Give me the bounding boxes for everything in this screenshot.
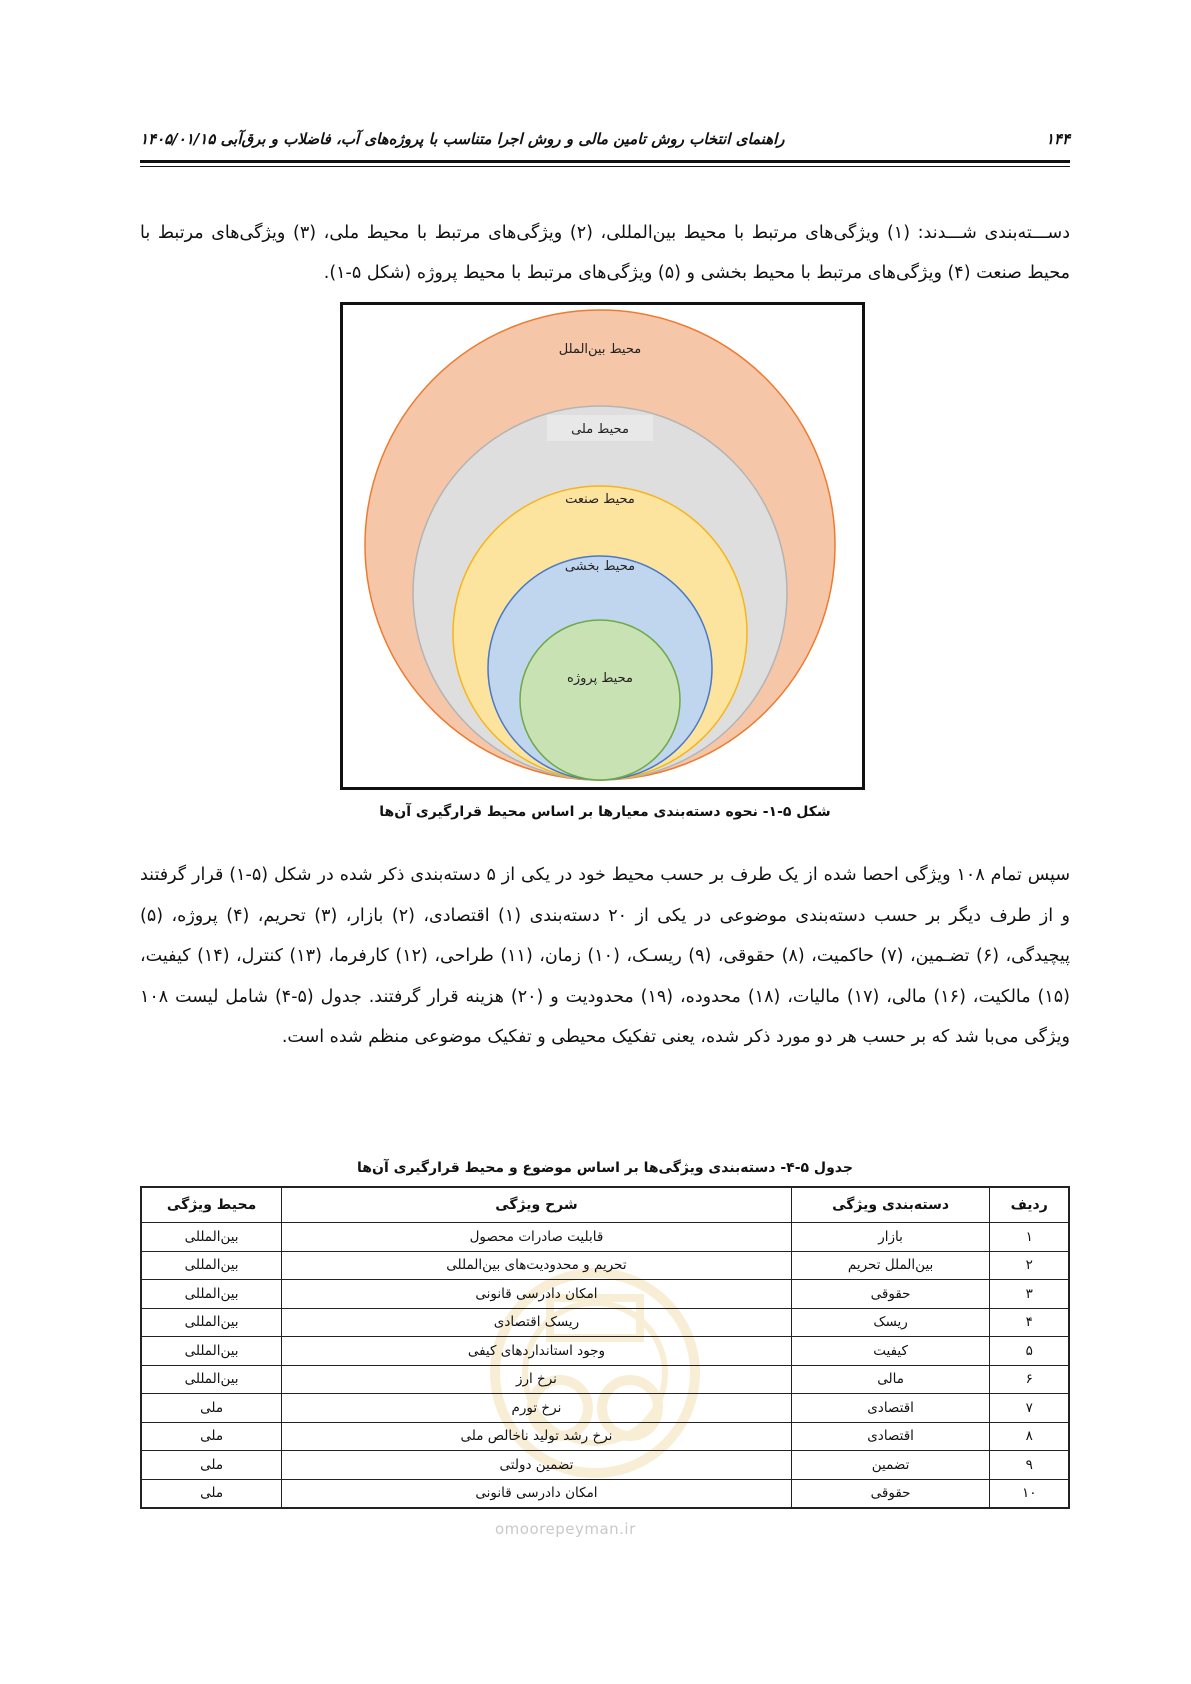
cell-environment: ملی (141, 1451, 282, 1480)
cell-radif: ۹ (990, 1451, 1069, 1480)
cell-environment: بین‌المللی (141, 1365, 282, 1394)
cell-category: حقوقی (791, 1280, 990, 1309)
table-row (141, 1422, 1069, 1451)
cell-environment: بین‌المللی (141, 1280, 282, 1309)
cell-environment: ملی (141, 1394, 282, 1423)
table-row (141, 1479, 1069, 1508)
table-row (141, 1251, 1069, 1280)
paragraph-intro: دســـته‌بندی شـــدند: (۱) ویژگی‌های مرتبط با محیط بین‌المللی، (۲) ویژگی‌های مرتبط با محیط ملی، (۳) ویژگی‌های مرتبط با محیط صنعت (۴) ویژگی‌های مرتبط با محیط بخشی و (۵) ویژگی‌های مرتبط با محیط پروژه (شکل ۵-۱). (140, 223, 1070, 283)
cell-description: ریسک اقتصادی (282, 1308, 792, 1337)
cell-description: تحریم و محدودیت‌های بین‌المللی (282, 1251, 792, 1280)
table-row (141, 1365, 1069, 1394)
cell-radif: ۴ (990, 1308, 1069, 1337)
paragraph-classification: سپس تمام ۱۰۸ ویژگی احصا شده از یک طرف بر حسب محیط خود در یکی از ۵ دسته‌بندی ذکر شده در شکل (۵-۱) قرار گرفتند و از طرف دیگر بر حسب دسته‌بندی موضوعی در یکی از ۲۰ دسته‌بندی (۱) اقتصادی، (۲) بازار، (۳) تحریم، (۴) پروژه، (۵) پیچیدگی، (۶) تضـمین، (۷) حاکمیت، (۸) حقوقی، (۹) ریسـک، (۱۰) زمان، (۱۱) طراحی، (۱۲) کارفرما، (۱۳) کنترل، (۱۴) کیفیت، (۱۵) مالکیت، (۱۶) مالی، (۱۷) مالیات، (۱۸) محدوده، (۱۹) محدودیت و (۲۰) هزینه قرار گرفتند. جدول (۵-۴) شامل لیست ۱۰۸ ویژگی می‌با شد که بر حسب هر دو مورد ذکر شده، یعنی تفکیک محیطی و تفکیک موضوعی منظم شده است. (140, 865, 1071, 1047)
cell-radif: ۸ (990, 1422, 1069, 1451)
label-project: محیط پروژه (567, 671, 633, 686)
page-header (140, 124, 1070, 154)
circle-project (520, 620, 680, 780)
header-rule-thin (140, 166, 1070, 167)
cell-radif: ۷ (990, 1394, 1069, 1423)
cell-description: وجود استانداردهای کیفی (282, 1337, 792, 1366)
cell-description: امکان دادرسی قانونی (282, 1280, 792, 1309)
cell-environment: بین‌المللی (141, 1337, 282, 1366)
table-row (141, 1451, 1069, 1480)
cell-radif: ۳ (990, 1280, 1069, 1309)
cell-radif: ۱ (990, 1223, 1069, 1252)
nested-circles-svg (343, 305, 862, 787)
cell-environment: بین‌المللی (141, 1223, 282, 1252)
table-row (141, 1394, 1069, 1423)
cell-category: کیفیت (791, 1337, 990, 1366)
cell-category: حقوقی (791, 1479, 990, 1508)
cell-description: قابلیت صادرات محصول (282, 1223, 792, 1252)
cell-category: بازار (791, 1223, 990, 1252)
cell-radif: ۱۰ (990, 1479, 1069, 1508)
features-table (140, 1186, 1070, 1509)
table-row (141, 1280, 1069, 1309)
running-title: راهنمای انتخاب روش تامین مالی و روش اجرا متناسب با پروژه‌های آب، فاضلاب و برق‌آبی ۱۴۰۵/۰۱/۱۵ (140, 130, 785, 148)
cell-radif: ۲ (990, 1251, 1069, 1280)
table-header-row (141, 1187, 1069, 1223)
header-radif: ردیف (990, 1187, 1069, 1223)
cell-category: تضمین (791, 1451, 990, 1480)
table-caption: جدول ۵-۴- دسته‌بندی ویژگی‌ها بر اساس موضوع و محیط قرارگیری آن‌ها (357, 1160, 853, 1176)
cell-description: نرخ ارز (282, 1365, 792, 1394)
cell-environment: بین‌المللی (141, 1251, 282, 1280)
label-industry: محیط صنعت (565, 492, 635, 507)
label-national: محیط ملی (571, 422, 629, 437)
header-environment: محیط ویژگی (141, 1187, 282, 1223)
label-international: محیط بین‌الملل (558, 342, 642, 357)
cell-description: نرخ تورم (282, 1394, 792, 1423)
cell-category: بین‌الملل تحریم (791, 1251, 990, 1280)
cell-category: اقتصادی (791, 1422, 990, 1451)
cell-environment: ملی (141, 1479, 282, 1508)
page-number: ۱۴۴ (1045, 130, 1070, 148)
cell-radif: ۶ (990, 1365, 1069, 1394)
nested-circles-figure (340, 302, 865, 790)
cell-environment: بین‌المللی (141, 1308, 282, 1337)
header-rule-thick (140, 160, 1070, 163)
watermark-text: omoorepeyman.ir (495, 1520, 636, 1538)
table-row (141, 1308, 1069, 1337)
cell-category: اقتصادی (791, 1394, 990, 1423)
cell-category: ریسک (791, 1308, 990, 1337)
figure-caption: شکل ۵-۱- نحوه دسته‌بندی معیارها بر اساس محیط قرارگیری آن‌ها (379, 804, 831, 820)
cell-description: نرخ رشد تولید ناخالص ملی (282, 1422, 792, 1451)
table-row (141, 1337, 1069, 1366)
header-description: شرح ویژگی (282, 1187, 792, 1223)
label-sector: محیط بخشی (564, 559, 636, 574)
cell-category: مالی (791, 1365, 990, 1394)
cell-radif: ۵ (990, 1337, 1069, 1366)
table-row (141, 1223, 1069, 1252)
cell-description: تضمین دولتی (282, 1451, 792, 1480)
cell-description: امکان دادرسی قانونی (282, 1479, 792, 1508)
cell-environment: ملی (141, 1422, 282, 1451)
header-category: دسته‌بندی ویژگی (791, 1187, 990, 1223)
